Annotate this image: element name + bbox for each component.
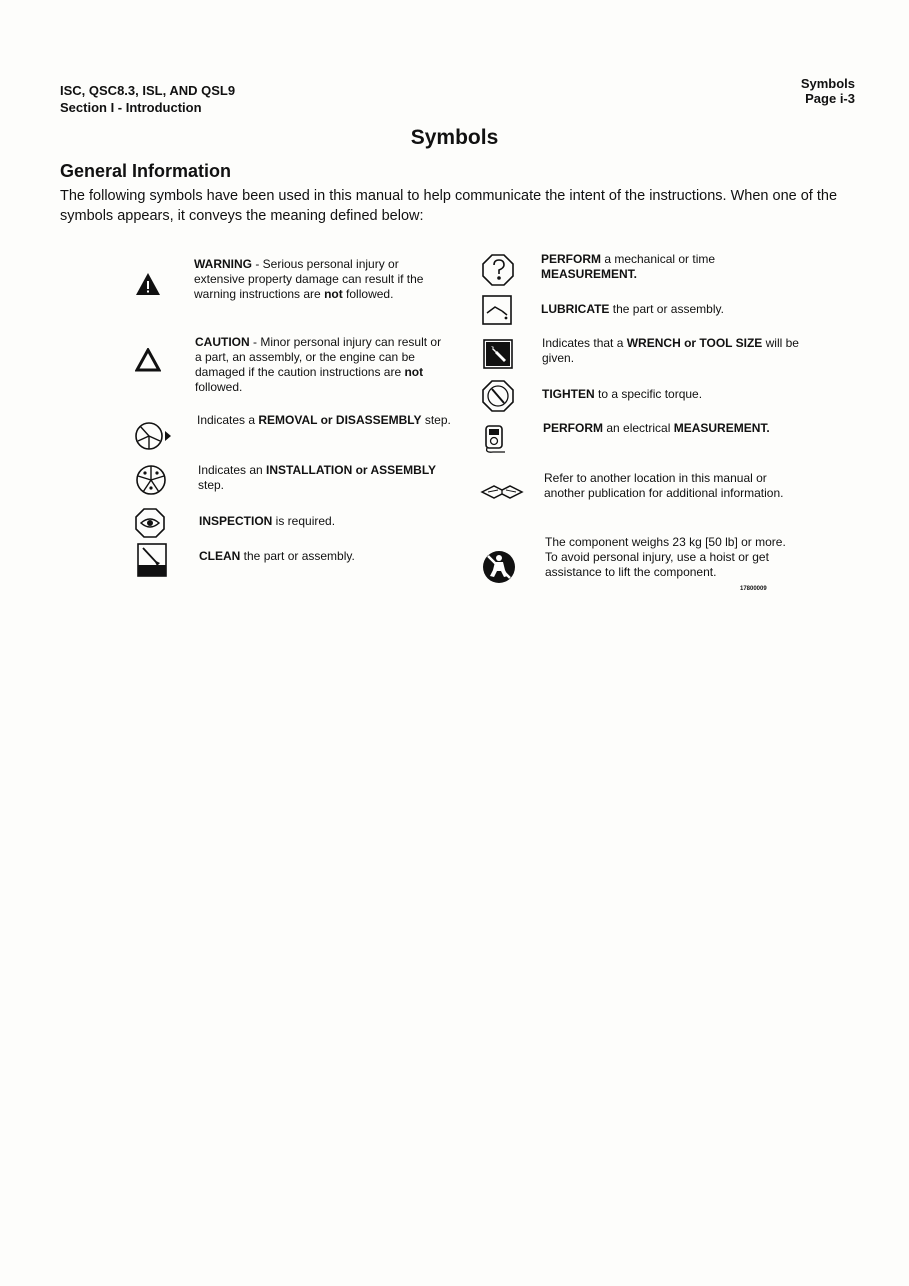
mechanical-measure-icon: [482, 254, 514, 286]
lubricate-icon: [482, 295, 512, 325]
chapter-label: Symbols: [800, 76, 855, 91]
clean-icon: [137, 543, 167, 577]
page-title: Symbols: [410, 126, 499, 149]
heavy-lift-description: The component weighs 23 kg [50 lb] or more. To avoid personal injury, use a hoist or get assistance to lift the component.: [545, 535, 786, 579]
figure-code: 17800009: [740, 586, 767, 592]
wrench-description: Indicates that a WRENCH or TOOL SIZE will be given.: [542, 336, 799, 365]
intro-paragraph: The following symbols have been used in this manual to help communicate the intent of the instructions. When one of the symbols appears, it conveys the meaning defined below:: [60, 188, 838, 224]
electrical-measure-icon: [483, 424, 509, 454]
section-label: Section I - Introduction: [60, 100, 202, 115]
mechanical-measure-description: PERFORM a mechanical or time MEASUREMENT.: [541, 252, 716, 281]
disassembly-icon: [134, 419, 174, 453]
lubricate-description: LUBRICATE the part or assembly.: [541, 302, 724, 316]
clean-description: CLEAN the part or assembly.: [199, 549, 355, 563]
page-number: Page i-3: [805, 91, 855, 106]
assembly-icon: [134, 463, 168, 497]
assembly-description: Indicates an INSTALLATION or ASSEMBLY step.: [198, 463, 437, 492]
section-heading: General Information: [60, 161, 232, 181]
electrical-measure-description: PERFORM an electrical MEASUREMENT.: [543, 421, 770, 435]
reference-description: Refer to another location in this manual or another publication for additional information.: [544, 471, 784, 500]
caution-description: CAUTION - Minor personal injury can result or a part, an assembly, or the engine can be damaged if the caution instructions are not followed.: [195, 335, 442, 394]
caution-icon: [135, 348, 161, 372]
torque-description: TIGHTEN to a specific torque.: [542, 387, 703, 401]
wrench-icon: [483, 339, 513, 369]
torque-icon: [482, 380, 514, 412]
inspection-description: INSPECTION is required.: [199, 514, 336, 528]
header-right: [801, 76, 855, 106]
warning-icon: [135, 272, 161, 296]
warning-description: WARNING - Serious personal injury or extensive property damage can result if the warning instructions are not followed.: [194, 257, 424, 301]
inspection-icon: [135, 508, 165, 538]
reference-book-icon: [480, 482, 524, 502]
header-left: [60, 82, 235, 116]
heavy-lift-icon: [482, 550, 516, 584]
disassembly-description: Indicates a REMOVAL or DISASSEMBLY step.: [197, 413, 451, 427]
doc-title: ISC, QSC8.3, ISL, AND QSL9: [60, 83, 236, 98]
